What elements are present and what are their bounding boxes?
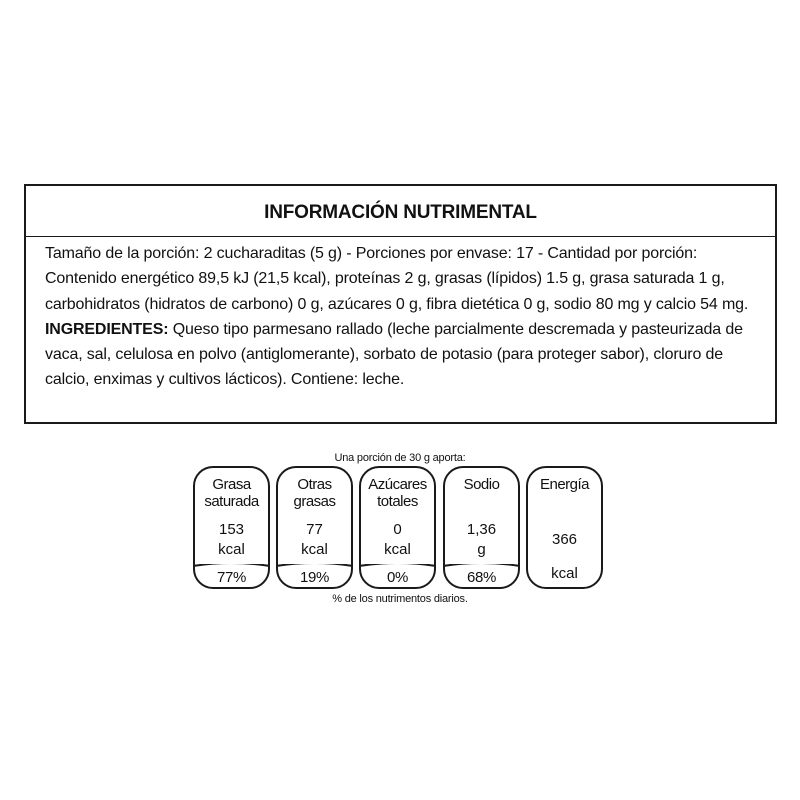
seal-name: Otras grasas [293,476,336,510]
seal-percent: 0% [386,569,409,586]
ingredients [45,317,765,393]
ingredients-label: INGREDIENTES: [45,320,169,338]
front-label-seals [193,466,613,591]
seal-value: 366 [551,531,578,548]
nutrition-facts-panel [24,184,777,424]
seal-percent: 19% [299,569,330,586]
seal-otras-grasas [276,466,353,589]
seal-unit: kcal [551,565,578,582]
seal-value: 77 kcal [301,521,328,558]
panel-title: INFORMACIÓN NUTRIMENTAL [264,202,537,223]
ingredients-text: Queso tipo parmesano rallado (leche parcialmente descremada y pasteurizada de vaca, sal, celulosa en polvo (antiglomerante), sorbato de potasio (para proteger sabor), cloruro de calcio, enximas y cultivos lácticos). Contiene: leche. [45,320,743,389]
panel-body [45,241,765,393]
title-divider [26,236,775,237]
front-label-header: Una porción de 30 g aporta: [334,452,466,464]
serving-info: Tamaño de la porción: 2 cucharaditas (5 g) - Porciones por envase: 17 - Cantidad por porción: Contenido energético 89,5 kJ (21,5 kcal), proteínas 2 g, grasas (lípidos) 1.5 g, grasa saturada 1 g, carbohidratos (hidratos de carbono) 0 g, azúcares 0 g, fibra dietética 0 g, sodio 80 mg y calcio 54 mg. [45,245,749,313]
front-label-footer: % de los nutrimentos diarios. [332,593,468,605]
seal-name: Energía [539,476,590,493]
seal-energia [526,466,603,589]
seal-name: Grasa saturada [204,476,259,510]
seal-percent-band [193,564,270,589]
seal-percent: 68% [466,569,497,586]
seal-percent-band [276,564,353,589]
seal-value: 0 kcal [384,521,411,558]
seal-percent: 77% [216,569,247,586]
seal-grasa-saturada [193,466,270,589]
seal-name: Azúcares totales [368,476,427,510]
seal-sodio [443,466,520,589]
seal-percent-band [359,564,436,589]
seal-name: Sodio [463,476,500,493]
seal-value: 153 kcal [218,521,245,558]
seal-percent-band [443,564,520,589]
seal-value: 1,36 g [466,521,497,558]
seal-azucares-totales [359,466,436,589]
